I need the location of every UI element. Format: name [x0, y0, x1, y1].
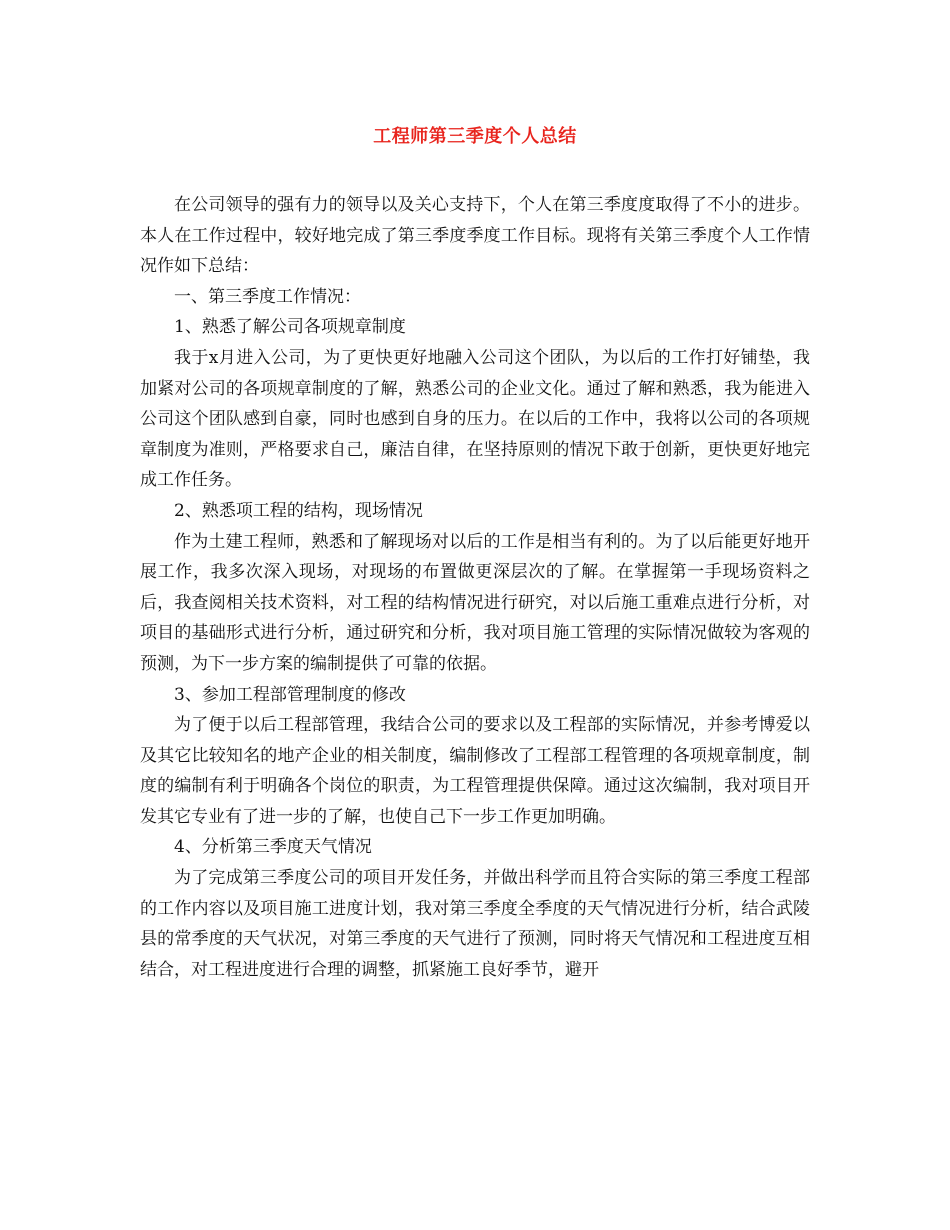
subheading-structure: 2、熟悉项工程的结构，现场情况	[174, 500, 423, 521]
paragraph-structure: 作为土建工程师，熟悉和了解现场对以后的工作是相当有利的。为了以后能更好地开展工作，我多次深入现场，对现场的布置做更深层次的了解。在掌握第一手现场资料之后，我查阅相关技术资料，对工程的结构情况进行研究，对以后施工重难点进行分析，对项目的基础形式进行分析，通过研究和分析，我对项目施工管理的实际情况做较为客观的预测，为下一步方案的编制提供了可靠的依据。	[140, 531, 810, 674]
document-body	[140, 190, 810, 985]
paragraph-weather: 为了完成第三季度公司的项目开发任务，并做出科学而且符合实际的第三季度工程部的工作内容以及项目施工进度计划，我对第三季度全季度的天气情况进行分析，结合武陵县的常季度的天气状况，对第三季度的天气进行了预测，同时将天气情况和工程进度互相结合，对工程进度进行合理的调整，抓紧施工良好季节，避开	[140, 868, 810, 980]
document-title: 工程师第三季度个人总结	[373, 126, 577, 147]
subheading-management: 3、参加工程部管理制度的修改	[174, 684, 406, 705]
subheading-rules: 1、熟悉了解公司各项规章制度	[174, 317, 406, 338]
section-heading-work-status: 一、第三季度工作情况：	[174, 286, 361, 307]
subheading-weather: 4、分析第三季度天气情况	[174, 837, 372, 858]
paragraph-rules: 我于x月进入公司，为了更快更好地融入公司这个团队，为以后的工作打好铺垫，我加紧对公司的各项规章制度的了解，熟悉公司的企业文化。通过了解和熟悉，我为能进入公司这个团队感到自豪，同时也感到自身的压力。在以后的工作中，我将以公司的各项规章制度为准则，严格要求自己，廉洁自律，在坚持原则的情况下敢于创新，更快更好地完成工作任务。	[140, 347, 810, 491]
paragraph-management: 为了便于以后工程部管理，我结合公司的要求以及工程部的实际情况，并参考博爱以及其它比较知名的地产企业的相关制度，编制修改了工程部工程管理的各项规章制度，制度的编制有利于明确各个岗位的职责，为工程管理提供保障。通过这次编制，我对项目开发其它专业有了进一步的了解，也使自己下一步工作更加明确。	[140, 715, 810, 827]
paragraph-intro: 在公司领导的强有力的领导以及关心支持下，个人在第三季度度取得了不小的进步。本人在工作过程中，较好地完成了第三季度季度工作目标。现将有关第三季度个人工作情况作如下总结：	[140, 195, 810, 277]
